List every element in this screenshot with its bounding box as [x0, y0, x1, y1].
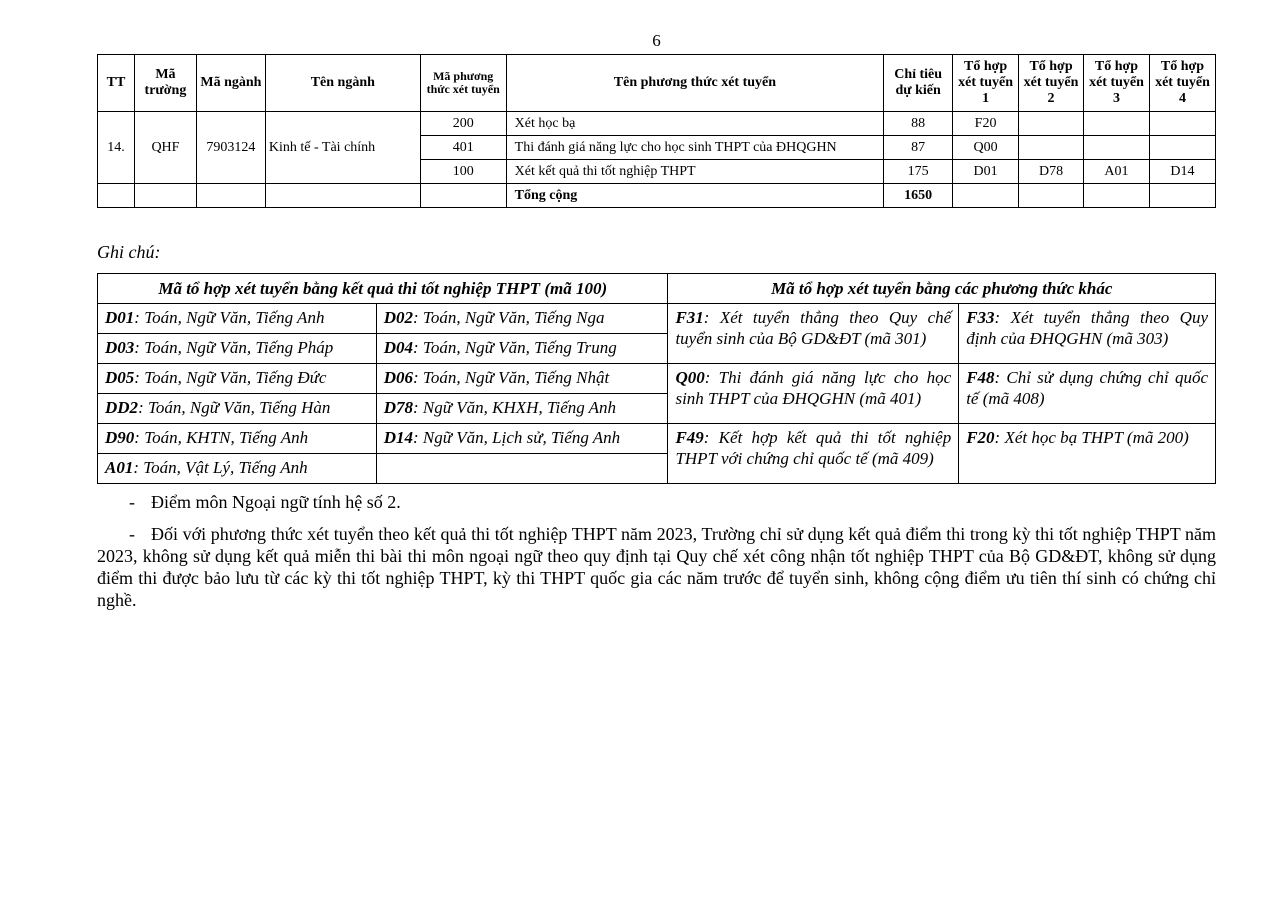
code-cell: F31: Xét tuyển thẳng theo Quy chế tuyển sinh của Bộ GD&ĐT (mã 301): [668, 304, 959, 364]
cell-chi-tieu: 87: [884, 136, 953, 160]
total-label: Tổng cộng: [506, 184, 884, 208]
code-cell: [376, 454, 668, 484]
note-item: [97, 523, 1216, 611]
cell-ma-phuong-thuc: 100: [420, 160, 506, 184]
header-to-hop-1: Tổ hợp xét tuyển 1: [953, 55, 1019, 112]
code-cell: D04: Toán, Ngữ Văn, Tiếng Trung: [376, 334, 668, 364]
cell-ma-nganh: 7903124: [196, 112, 265, 184]
codes-row: [98, 424, 1216, 454]
code-cell: D03: Toán, Ngữ Văn, Tiếng Pháp: [98, 334, 377, 364]
code-cell: D90: Toán, KHTN, Tiếng Anh: [98, 424, 377, 454]
code-cell: F20: Xét học bạ THPT (mã 200): [959, 424, 1216, 484]
cell-to-hop-2: D78: [1019, 160, 1084, 184]
code-cell: D01: Toán, Ngữ Văn, Tiếng Anh: [98, 304, 377, 334]
dash-bullet: -: [129, 492, 135, 512]
header-ten-phuong-thuc: Tên phương thức xét tuyển: [506, 55, 884, 112]
cell-ma-phuong-thuc: 401: [420, 136, 506, 160]
code-cell: D02: Toán, Ngữ Văn, Tiếng Nga: [376, 304, 668, 334]
cell-to-hop-2: [1019, 136, 1084, 160]
cell-to-hop-3: [1084, 136, 1150, 160]
note-text: Điểm môn Ngoại ngữ tính hệ số 2.: [151, 492, 401, 512]
cell-to-hop-3: [1084, 112, 1150, 136]
header-to-hop-3: Tổ hợp xét tuyển 3: [1084, 55, 1150, 112]
cell-ma-phuong-thuc: 200: [420, 112, 506, 136]
header-ten-nganh: Tên ngành: [265, 55, 420, 112]
cell-ten-phuong-thuc: Xét kết quả thi tốt nghiệp THPT: [506, 160, 884, 184]
codes-header-left: Mã tổ hợp xét tuyển bằng kết quả thi tốt nghiệp THPT (mã 100): [98, 274, 668, 304]
code-cell: F33: Xét tuyển thẳng theo Quy định của ĐHQGHN (mã 303): [959, 304, 1216, 364]
code-cell: D78: Ngữ Văn, KHXH, Tiếng Anh: [376, 394, 668, 424]
cell-chi-tieu: 175: [884, 160, 953, 184]
cell-tt: 14.: [98, 112, 135, 184]
cell-to-hop-1: F20: [953, 112, 1019, 136]
cell-ma-truong: QHF: [134, 112, 196, 184]
cell-to-hop-4: [1149, 112, 1215, 136]
code-cell: D06: Toán, Ngữ Văn, Tiếng Nhật: [376, 364, 668, 394]
cell-to-hop-1: D01: [953, 160, 1019, 184]
cell-to-hop-4: [1149, 136, 1215, 160]
codes-header-row: [98, 274, 1216, 304]
cell-ten-nganh: Kinh tế - Tài chính: [265, 112, 420, 184]
cell-to-hop-1: Q00: [953, 136, 1019, 160]
note-label: Ghi chú:: [97, 242, 161, 262]
code-cell: D05: Toán, Ngữ Văn, Tiếng Đức: [98, 364, 377, 394]
total-row: [98, 184, 1216, 208]
codes-row: [98, 304, 1216, 334]
header-ma-nganh: Mã ngành: [196, 55, 265, 112]
code-cell: DD2: Toán, Ngữ Văn, Tiếng Hàn: [98, 394, 377, 424]
code-cell: F49: Kết hợp kết quả thi tốt nghiệp THPT với chứng chỉ quốc tế (mã 409): [668, 424, 959, 484]
admission-table: [97, 54, 1216, 208]
total-value: 1650: [884, 184, 953, 208]
code-cell: F48: Chỉ sử dụng chứng chỉ quốc tế (mã 408): [959, 364, 1216, 424]
dash-bullet: -: [129, 524, 135, 544]
page-number: 6: [652, 31, 661, 50]
header-to-hop-4: Tổ hợp xét tuyển 4: [1149, 55, 1215, 112]
cell-ten-phuong-thuc: Thi đánh giá năng lực cho học sinh THPT của ĐHQGHN: [506, 136, 884, 160]
cell-chi-tieu: 88: [884, 112, 953, 136]
cell-to-hop-4: D14: [1149, 160, 1215, 184]
code-cell: D14: Ngữ Văn, Lịch sử, Tiếng Anh: [376, 424, 668, 454]
cell-to-hop-2: [1019, 112, 1084, 136]
header-chi-tieu: Chỉ tiêu dự kiến: [884, 55, 953, 112]
header-to-hop-2: Tổ hợp xét tuyển 2: [1019, 55, 1084, 112]
table-header-row: [98, 55, 1216, 112]
note-item: [97, 491, 1216, 513]
header-tt: TT: [98, 55, 135, 112]
cell-to-hop-3: A01: [1084, 160, 1150, 184]
code-cell: A01: Toán, Vật Lý, Tiếng Anh: [98, 454, 377, 484]
codes-table: [97, 273, 1216, 484]
table-row: [98, 112, 1216, 136]
codes-row: [98, 364, 1216, 394]
note-text: Đối với phương thức xét tuyển theo kết quả thi tốt nghiệp THPT năm 2023, Trường chỉ sử dụng kết quả điểm thi trong kỳ thi tốt nghiệp THPT năm 2023, không sử dụng kết quả miễn thi bài thi môn ngoại ngữ theo quy định tại Quy chế xét công nhận tốt nghiệp THPT của Bộ GD&ĐT, không sử dụng điểm thi được bảo lưu từ các kỳ thi tốt nghiệp THPT, kỳ thi THPT quốc gia các năm trước để tuyển sinh, không cộng điểm ưu tiên thí sinh có chứng chỉ nghề.: [97, 524, 1216, 610]
code-cell: Q00: Thi đánh giá năng lực cho học sinh THPT của ĐHQGHN (mã 401): [668, 364, 959, 424]
codes-header-right: Mã tổ hợp xét tuyển bằng các phương thức khác: [668, 274, 1216, 304]
cell-ten-phuong-thuc: Xét học bạ: [506, 112, 884, 136]
header-ma-truong: Mã trường: [134, 55, 196, 112]
header-ma-phuong-thuc: Mã phương thức xét tuyển: [420, 55, 506, 112]
